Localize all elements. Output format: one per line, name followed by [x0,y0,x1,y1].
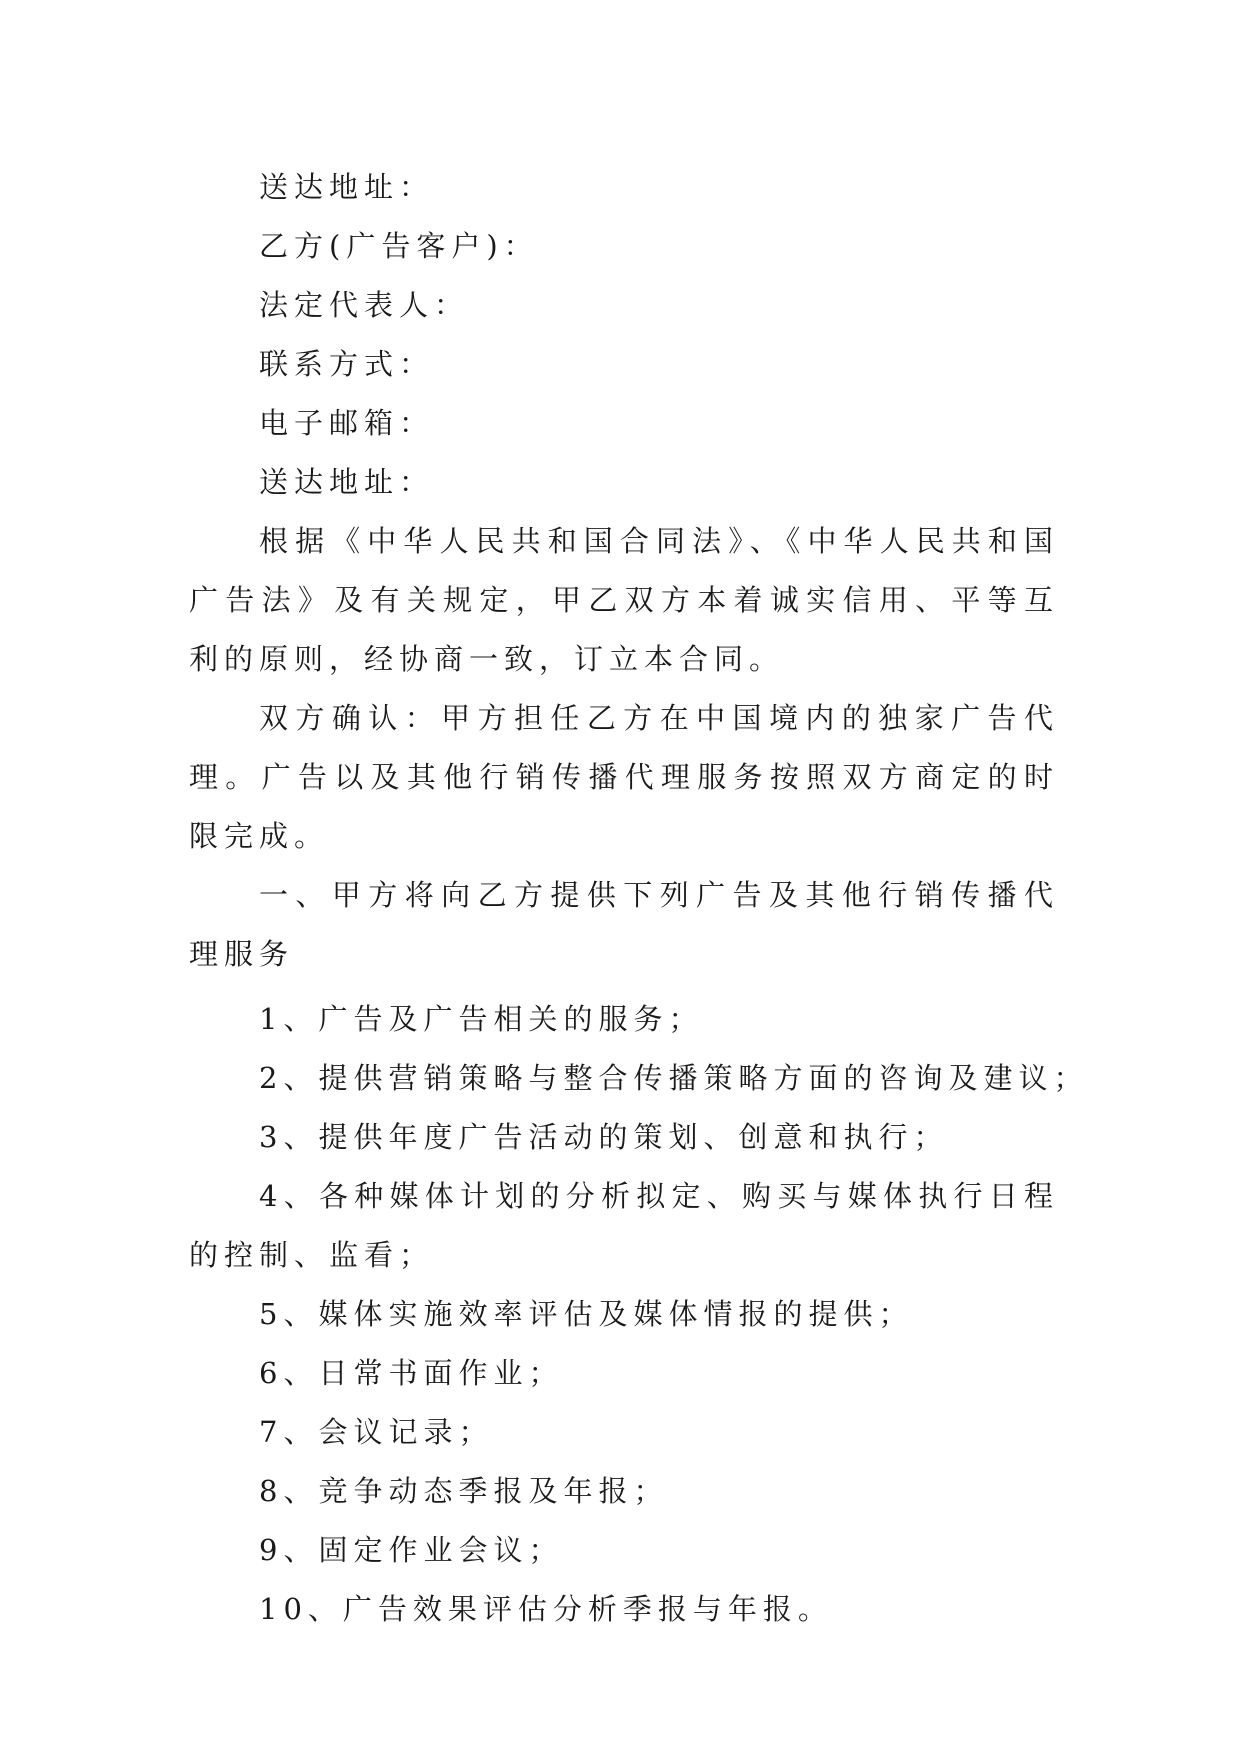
list-item: 2、提供营销策略与整合传播策略方面的咨询及建议； [259,1061,1089,1095]
party-b-title: 乙方(广告客户)： [259,229,539,263]
list-item: 7、会议记录； [259,1415,494,1449]
list-item: 3、提供年度广告活动的策划、创意和执行； [259,1120,949,1154]
list-item: 8、竞争动态季报及年报； [259,1474,669,1508]
list-item: 1、广告及广告相关的服务； [259,1002,704,1036]
list-item: 5、媒体实施效率评估及媒体情报的提供； [259,1297,914,1331]
list-item: 6、日常书面作业； [259,1356,564,1390]
party-b-address-label: 送达地址： [259,465,435,499]
section-1-heading: 一、甲方将向乙方提供下列广告及其他行销传播代理服务 [189,878,1059,971]
contract-body [189,158,1089,1639]
party-a-address-label: 送达地址： [259,170,435,204]
service-list [189,990,1089,1639]
party-b-email-label: 电子邮箱： [259,406,435,440]
party-b-contact-label: 联系方式： [259,347,435,381]
preamble-paragraph: 根据《中华人民共和国合同法》、《中华人民共和国广告法》及有关规定，甲乙双方本着诚实信用、平等互利的原则，经协商一致，订立本合同。 [189,524,1059,676]
list-item: 9、固定作业会议； [259,1533,564,1567]
confirmation-paragraph: 双方确认：甲方担任乙方在中国境内的独家广告代理。广告以及其他行销传播代理服务按照双方商定的时限完成。 [189,701,1059,853]
party-b-legal-rep-label: 法定代表人： [259,288,470,322]
list-item: 10、广告效果评估分析季报与年报。 [259,1592,833,1626]
list-item: 4、各种媒体计划的分析拟定、购买与媒体执行日程的控制、监看； [189,1179,1059,1272]
